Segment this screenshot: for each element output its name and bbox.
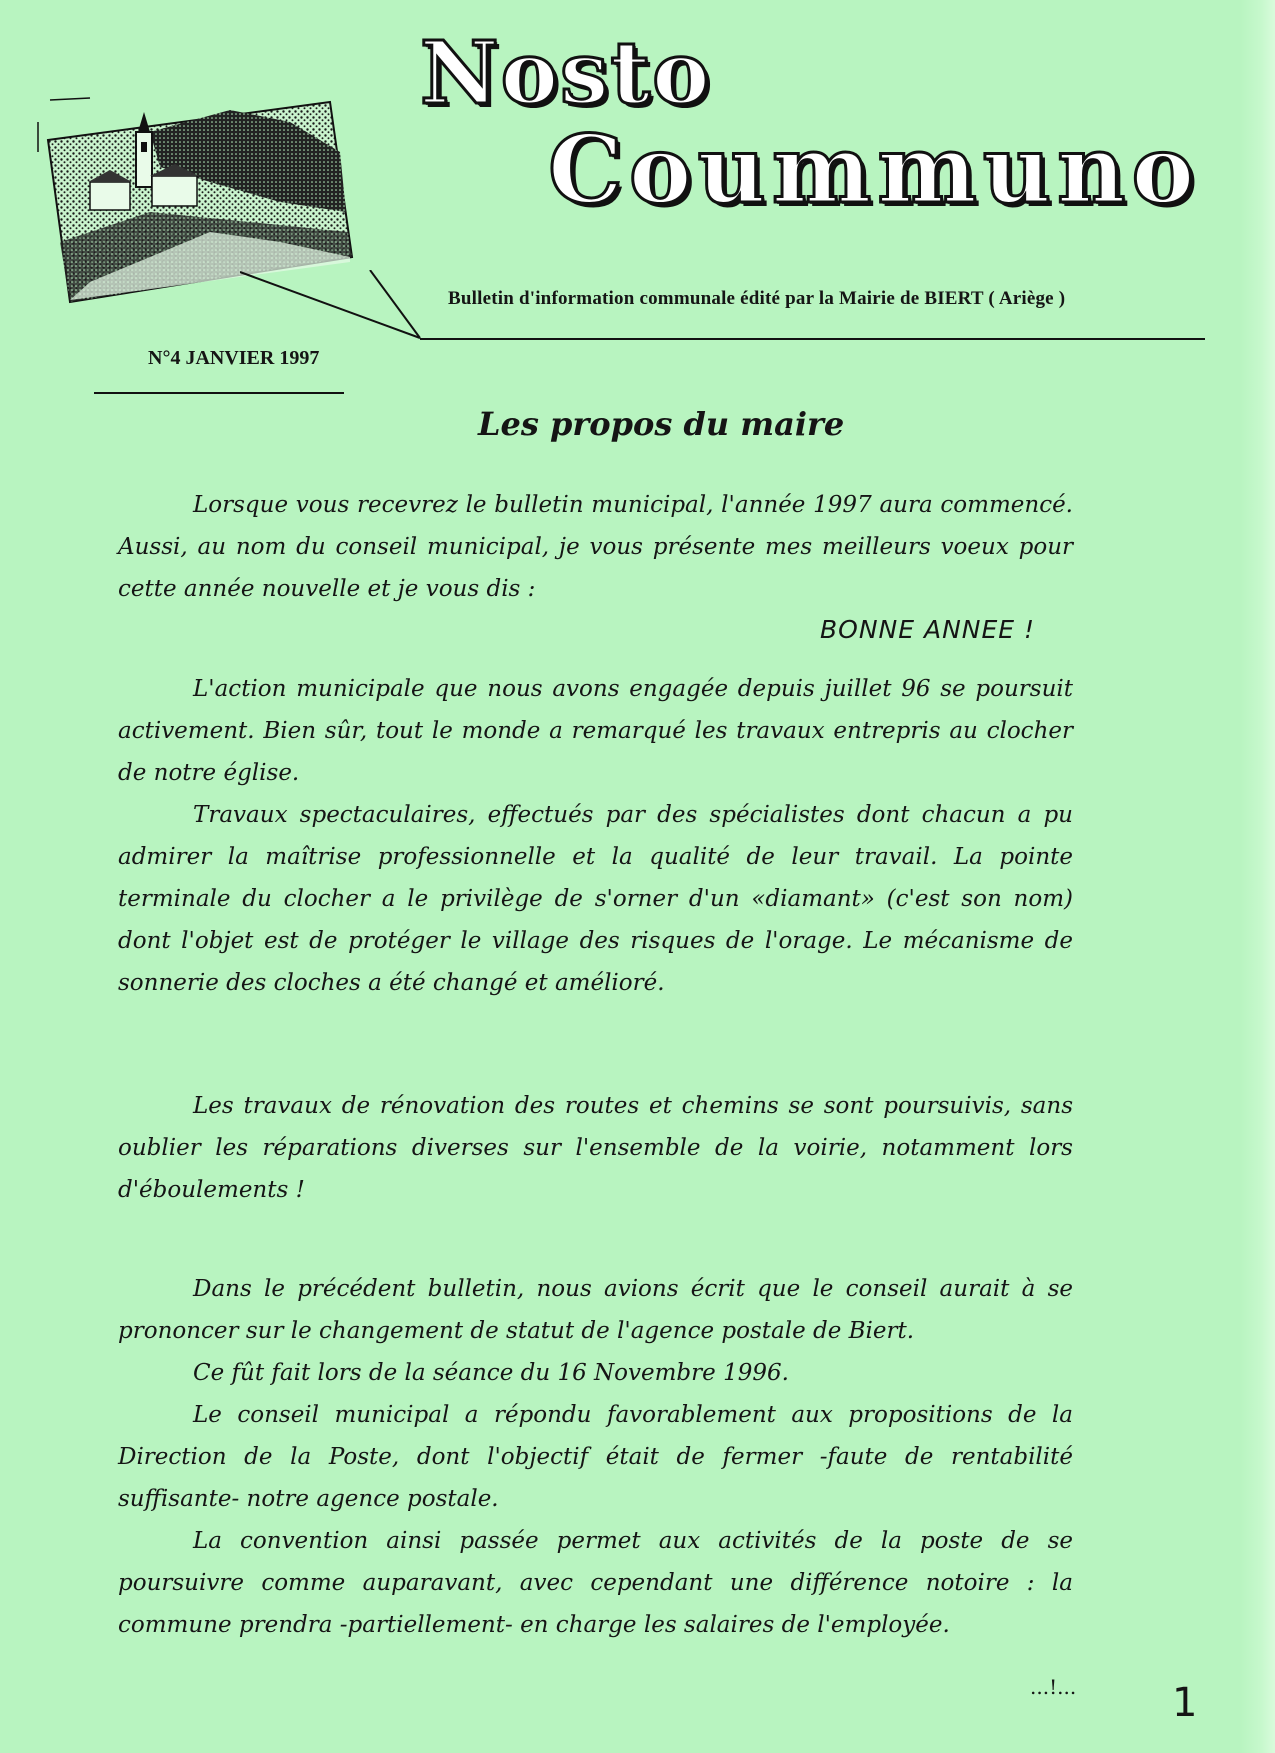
paragraph-roads: Les travaux de rénovation des routes et chemins se sont poursuivis, sans oublier les réparations diverses sur l'ensemble de la voirie, notamment lors d'éboulements ! — [118, 1093, 1073, 1203]
article-body-post — [118, 1268, 1073, 1646]
issue-divider — [94, 392, 344, 394]
paragraph-post-status: Dans le précédent bulletin, nous avions écrit que le conseil aurait à se prononcer sur le changement de statut de l'agence postale de Biert. — [118, 1276, 1073, 1344]
title-line-1: Nosto — [420, 23, 712, 124]
paragraph-council-decision: Le conseil municipal a répondu favorablement aux propositions de la Direction de la Poste, dont l'objectif était de fermer -faute de rentabilité suffisante- notre agence postale. — [118, 1402, 1073, 1512]
issue-number: N°4 JANVIER 1997 — [148, 347, 320, 369]
page-edge — [1239, 0, 1275, 1753]
newsletter-title — [420, 23, 1201, 225]
article-body-roads — [118, 1085, 1073, 1211]
title-line-2: Coummuno — [548, 115, 1201, 225]
connector-lines — [240, 270, 440, 350]
paragraph-session: Ce fût fait lors de la séance du 16 Novembre 1996. — [193, 1360, 789, 1386]
paragraph-bell-tower: Travaux spectaculaires, effectués par des spécialistes dont chacun a pu admirer la maîtrise professionnelle et la qualité de leur travail. La pointe terminale du clocher a le privilège de s'orner d'un «diamant» (c'est son nom) dont l'objet est de protéger le village des risques de l'orage. Le mécanisme de sonnerie des cloches a été changé et amélioré. — [118, 802, 1073, 996]
article-heading: Les propos du maire — [478, 405, 845, 443]
paragraph-municipal-action: L'action municipale que nous avons engagée depuis juillet 96 se poursuit activement. Bien sûr, tout le monde a remarqué les travaux entrepris au clocher de notre église. — [118, 676, 1073, 786]
greeting: BONNE ANNEE ! — [820, 615, 1036, 644]
newsletter-subtitle: Bulletin d'information communale édité par la Mairie de BIERT ( Ariège ) — [448, 288, 1066, 309]
paragraph-convention: La convention ainsi passée permet aux activités de la poste de se poursuivre comme auparavant, avec cependant une différence notoire : la commune prendra -partiellement- en charge les salaires de l'employée. — [118, 1528, 1073, 1638]
header-divider — [420, 338, 1205, 340]
article-body-works — [118, 668, 1073, 1004]
article-body-intro — [118, 484, 1073, 610]
page-number: 1 — [1172, 1680, 1198, 1726]
paragraph-wishes: Lorsque vous recevrez le bulletin municipal, l'année 1997 aura commencé. Aussi, au nom du conseil municipal, je vous présente mes meilleurs voeux pour cette année nouvelle et je vous dis : — [118, 492, 1073, 602]
continued-marker: ...!... — [1030, 1675, 1077, 1699]
